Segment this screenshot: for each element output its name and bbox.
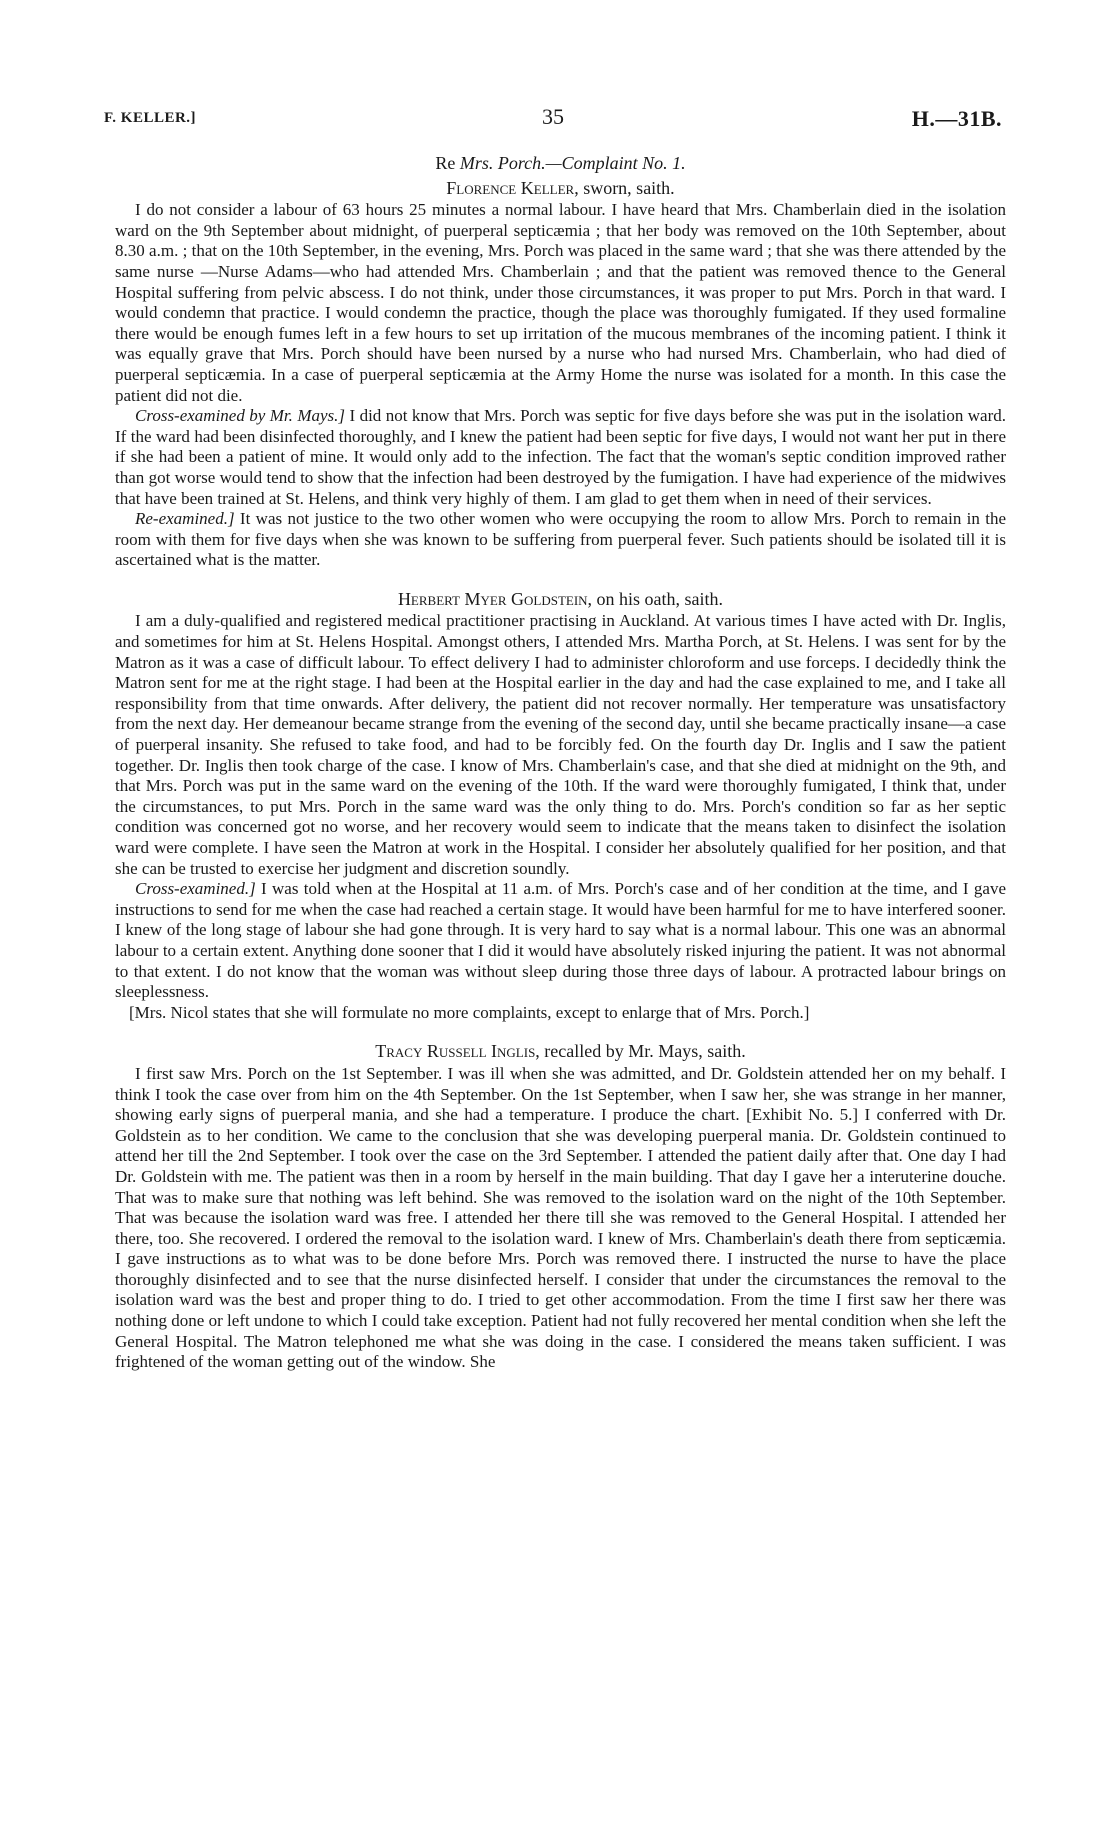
witness-heading-keller xyxy=(115,178,1006,199)
keller-cross-examination xyxy=(115,406,1006,509)
header-witness-name: F. KELLER.] xyxy=(104,110,197,126)
cross-examination-label: Cross-examined.] xyxy=(135,879,256,899)
complaint-title-prefix: Re xyxy=(435,153,460,173)
witness-sworn-text: , on his oath, saith. xyxy=(587,588,724,609)
complaint-title xyxy=(115,153,1006,174)
re-examination-text: It was not justice to the two other women who were occupying the room to allow Mrs. Porch to remain in the room with them for five days when she was known to be suffering from puerperal fever. Such patients should be isolated till it is ascertained what is the matter. xyxy=(115,509,1006,570)
cross-examination-text: I was told when at the Hospital at 11 a.m. of Mrs. Porch's case and of her condition at the time, and I gave instructions to send for me when the case had reached a certain stage. It would have been harmful for me to have interfered sooner. I knew of the long stage of labour she had gone through. It is very hard to say what is a normal labour. This one was an abnormal labour to a certain extent. Anything done sooner that I did it would have absolutely risked injuring the patient. It was not abnormal to that extent. I do not know that the woman was without sleep during those three days of labour. A protracted labour brings on sleeplessness. xyxy=(115,879,1006,1002)
witness-name: Tracy Russell Inglis xyxy=(375,1041,536,1062)
witness-heading-inglis xyxy=(115,1041,1006,1062)
cross-examination-label: Cross-examined by Mr. Mays.] xyxy=(135,406,346,426)
inglis-testimony: I first saw Mrs. Porch on the 1st September. I was ill when she was admitted, and Dr. Goldstein attended her on my behalf. I think I took the case over from him on the 4th September. On the 1st September, when I saw her, she was strange in her manner, showing early signs of puerperal mania, and she had a temperature. I produce the chart. [Exhibit No. 5.] I conferred with Dr. Goldstein as to her condition. We came to the conclusion that she was developing puerperal mania. Dr. Goldstein continued to attend her till the 2nd September. I took over the case on the 3rd September. I attended the patient daily after that. One day I had Dr. Goldstein with me. The patient was then in a room by herself in the main building. That day I gave her a interuterine douche. That was to make sure that nothing was left behind. She was removed to the isolation ward on the night of the 10th September. That was because the isolation ward was free. I attended her there till she was removed to the General Hospital. I attended her there, too. She recovered. I ordered the removal to the isolation ward. I knew of Mrs. Chamberlain's death there from septicæmia. I gave instructions as to what was to be done before Mrs. Porch was removed there. I instructed the nurse to have the place thoroughly disinfected and to see that the nurse disinfected herself. I consider that under the circumstances the removal to the isolation ward was the best and proper thing to do. I tried to get other accommodation. From the time I first saw her there was nothing done or left undone to which I could take exception. Patient had not fully recovered her mental condition when she left the General Hospital. The Matron telephoned me what she was doing in the case. I considered the means taken sufficient. I was frightened of the woman getting out of the window. She xyxy=(115,1063,1006,1372)
keller-re-examination xyxy=(115,509,1006,571)
witness-name: Florence Keller xyxy=(446,177,575,198)
page-header xyxy=(104,104,1002,134)
cross-examination-text: I did not know that Mrs. Porch was septic for five days before she was put in the isolation ward. If the ward had been disinfected thoroughly, and I knew the patient had been septic for five days, I would not want her put in there if she had been a patient of mine. It would only add to the infection. The fact that the woman's septic condition improved rather than got worse would tend to show that the infection had been destroyed by the fumigation. I have had experience of the midwives that have been trained at St. Helens, and think very highly of them. I am glad to get them when in need of their services. xyxy=(115,406,1006,508)
witness-heading-goldstein xyxy=(115,589,1006,610)
document-body xyxy=(115,153,1006,1373)
witness-name: Herbert Myer Goldstein xyxy=(397,588,588,609)
complaint-title-italic: Mrs. Porch.—Complaint No. 1. xyxy=(459,153,686,173)
editorial-note: [Mrs. Nicol states that she will formulate no more complaints, except to enlarge that of Mrs. Porch.] xyxy=(129,1002,810,1022)
re-examination-label: Re-examined.] xyxy=(135,509,235,529)
goldstein-testimony: I am a duly-qualified and registered medical practitioner practising in Auckland. At various times I have acted with Dr. Inglis, and sometimes for him at St. Helens Hospital. Amongst others, I attended Mrs. Martha Porch, at St. Helens. I was sent for by the Matron as it was a case of difficult labour. To effect delivery I had to administer chloroform and use forceps. I decidedly think the Matron sent for me at the right stage. I had been at the Hospital earlier in the day and had the case explained to me, and I take all responsibility from that time onwards. After delivery, the patient did not recover normally. Her temperature was unsatisfactory from the next day. Her demeanour became strange from the evening of the second day, until she became practically insane—a case of puerperal insanity. She refused to take food, and had to be forcibly fed. On the fourth day Dr. Inglis and I saw the patient together. Dr. Inglis then took charge of the case. I know of Mrs. Chamberlain's case, and that she died at midnight on the 9th, and that Mrs. Porch was put in the same ward on the evening of the 10th. If the ward were thoroughly fumigated, I think that, under the circumstances, to put Mrs. Porch in the same ward was the only thing to do. Mrs. Porch's condition so far as her septic condition was concerned got no worse, and her recovery would seem to indicate that the means taken to disinfect the isolation ward were complete. I have seen the Matron at work in the Hospital. I consider her absolutely qualified for her position, and that she can be trusted to exercise her judgment and discretion soundly. xyxy=(115,611,1006,878)
page-number: 35 xyxy=(542,104,564,129)
witness-sworn-text: , sworn, saith. xyxy=(574,177,675,198)
parliamentary-paper-number: H.—31B. xyxy=(911,106,1002,131)
goldstein-cross-examination xyxy=(115,879,1006,1003)
witness-sworn-text: , recalled by Mr. Mays, saith. xyxy=(535,1041,746,1062)
keller-testimony: I do not consider a labour of 63 hours 25 minutes a normal labour. I have heard that Mrs. Chamberlain died in the isolation ward on the 9th September about midnight, of puerperal septicæmia ; that her body was removed on the 10th September, about 8.30 a.m. ; that on the 10th September, in the evening, Mrs. Porch was placed in the same ward ; that she was there attended by the same nurse —Nurse Adams—who had attended Mrs. Chamberlain ; and that the patient was removed thence to the General Hospital suffering from pelvic abscess. I do not think, under those circumstances, it was proper to put Mrs. Porch in that ward. I would condemn that practice. I would condemn the practice, though the place was thoroughly fumigated. If they used formaline there would be enough fumes left in a few hours to set up irritation of the mucous membranes of the incoming patient. I think it was equally grave that Mrs. Porch should have been nursed by a nurse who had nursed Mrs. Chamberlain, who had died of puerperal septicæmia. In a case of puerperal septicæmia at the Army Home the nurse was isolated for a month. In this case the patient did not die. xyxy=(115,200,1006,405)
